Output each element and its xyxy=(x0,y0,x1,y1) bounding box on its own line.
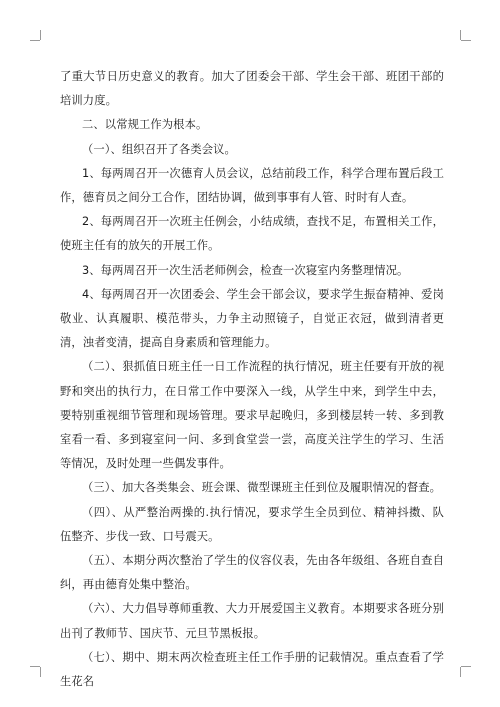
subsection-exercise-rectification: （四）、从严整治两操的.执行情况，要求学生全员到位、精神抖擞、队伍整齐、步伐一致、口号震天。 xyxy=(60,505,444,543)
list-item-life-teacher-meeting: 3、每两周召开一次生活老师例会，检查一次寝室内务整理情况。 xyxy=(82,263,409,277)
subsection-assembly-inspection: （三）、加大各类集会、班会课、微型课班主任到位及履职情况的督查。 xyxy=(82,481,442,495)
crop-mark-bottom-left-v xyxy=(40,667,41,677)
crop-mark-bottom-left-h xyxy=(30,666,40,667)
paragraph-continuation: 了重大节日历史意义的教育。加大了团委会干部、学生会干部、班团干部的培训力度。 xyxy=(60,70,444,108)
subsection-patriotic-education: （六）、大力倡导尊师重教、大力开展爱国主义教育。本期要求各班分别出刊了教师节、国庆节、元旦节黑板报。 xyxy=(60,602,444,640)
subsection-handbook-inspection: （七）、期中、期末两次检查班主任工作手册的记载情况。重点查看了学生花名 xyxy=(60,650,444,689)
list-item-moral-staff-meeting: 1、每两周召开一次德育人员会议，总结前段工作，科学合理布置后段工作，德育员之间分工合作，团结协调，做到事事有人管、时时有人查。 xyxy=(60,166,444,205)
crop-mark-bottom-right-v xyxy=(460,667,461,677)
subsection-duty-head-teacher: （二）、狠抓值日班主任一日工作流程的执行情况，班主任要有开放的视野和突出的执行力，在日常工作中要深入一线，从学生中来，到学生中去，要特别重视细节管理和现场管理。要求早起晚归，多到楼层转一转、多到教室看一看、多到寝室问一问、多到食堂尝一尝，高度关注学生的学习、生活等情况，及时处理一些偶发事件。 xyxy=(60,360,444,471)
list-item-student-cadre-meeting: 4、每两周召开一次团委会、学生会干部会议，要求学生振奋精神、爱岗敬业、认真履职、模范带头，力争主动照镜子，自觉正衣冠，做到清者更清，浊者变清，提高自身素质和管理能力。 xyxy=(60,287,444,350)
body-text xyxy=(60,65,444,694)
crop-mark-top-left-h xyxy=(30,40,40,41)
section-heading-routine-work: 二、以常规工作为根本。 xyxy=(82,118,208,132)
crop-mark-top-right-h xyxy=(461,40,471,41)
subsection-appearance-rectification: （五）、本期分两次整治了学生的仪容仪表，先由各年级组、各班自查自纠，再由德育处集中整治。 xyxy=(60,554,444,592)
subsection-heading-meetings: （一）、组织召开了各类会议。 xyxy=(82,142,236,156)
crop-mark-bottom-right-h xyxy=(461,666,471,667)
crop-mark-top-right-v xyxy=(460,30,461,40)
crop-mark-top-left-v xyxy=(40,30,41,40)
list-item-head-teacher-meeting: 2、每两周召开一次班主任例会，小结成绩，查找不足，布置相关工作，使班主任有的放矢的开展工作。 xyxy=(60,215,444,253)
